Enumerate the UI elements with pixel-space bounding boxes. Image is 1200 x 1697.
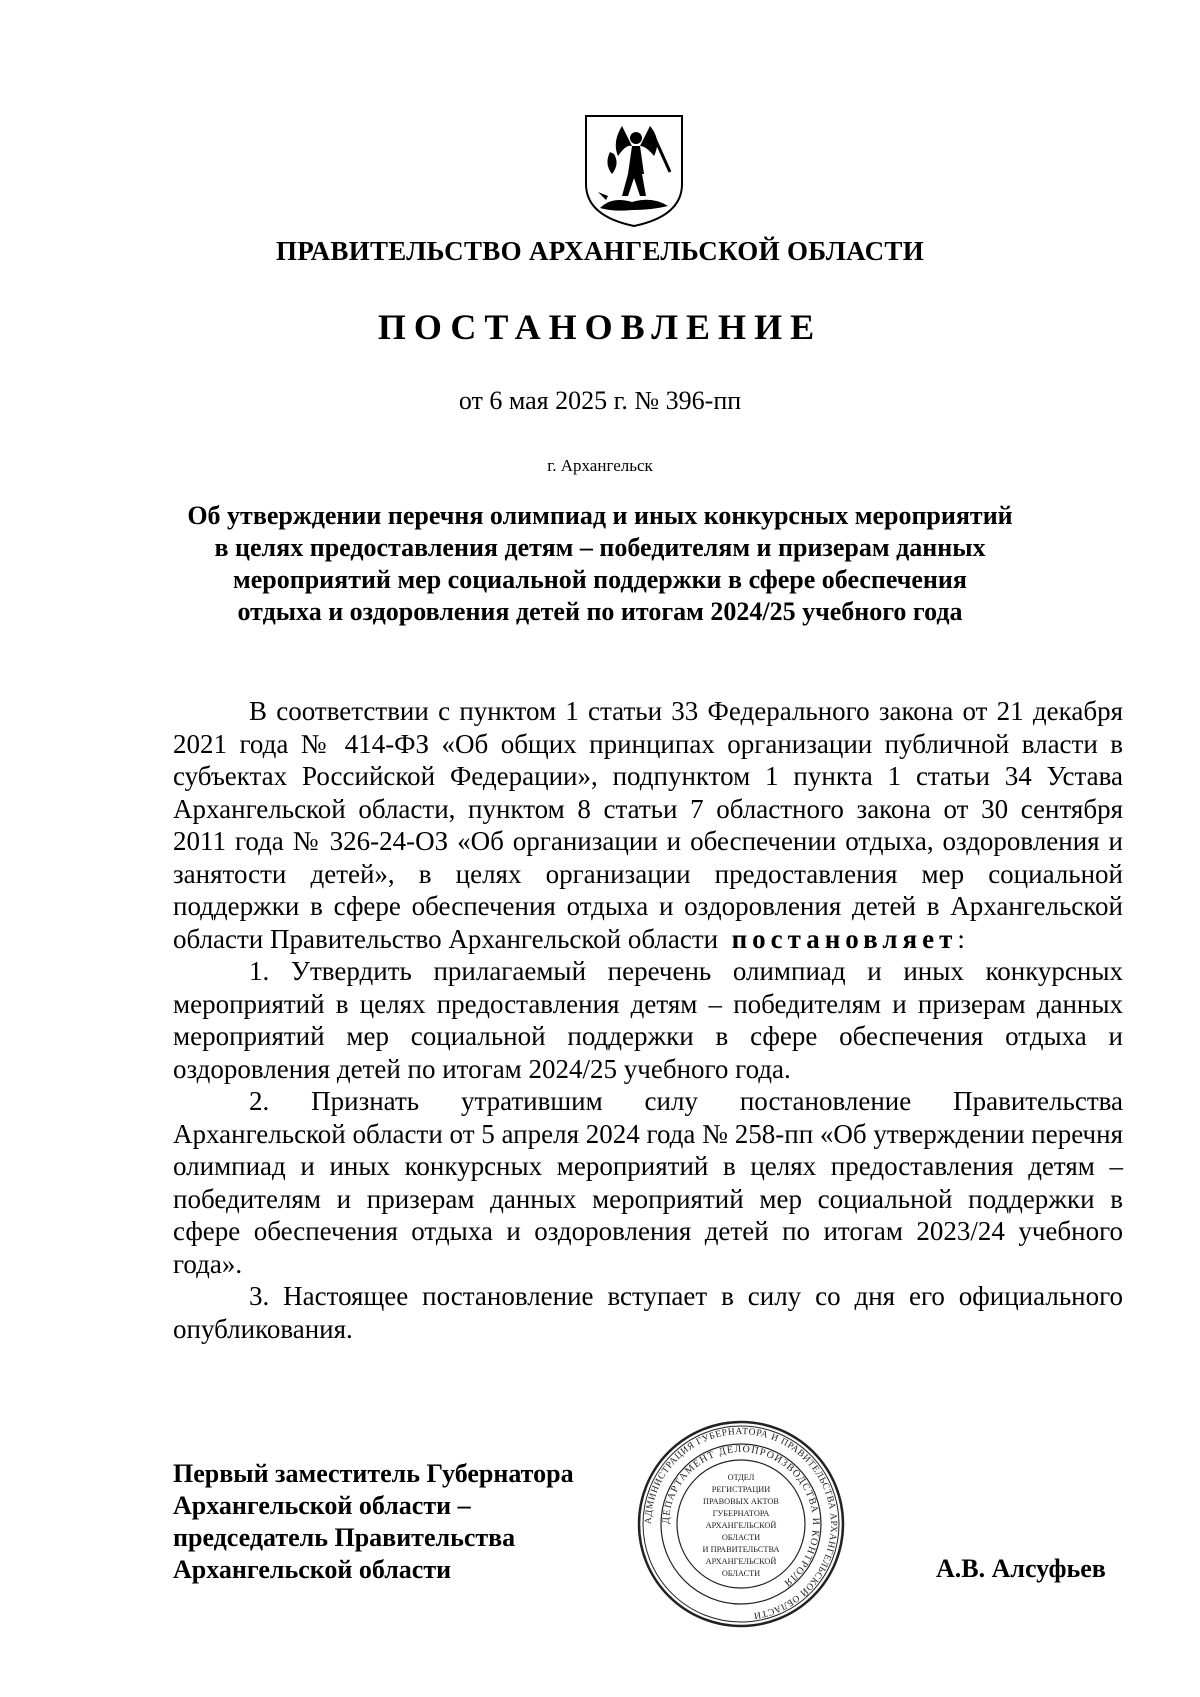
preamble-paragraph [173,695,1123,955]
seal-center-line: РЕГИСТРАЦИИ [711,1485,771,1494]
signer-position-line: Архангельской области [173,1555,452,1584]
coat-of-arms-emblem [582,112,686,228]
seal-center-line: ОБЛАСТИ [721,1569,761,1578]
document-type-title: ПОСТАНОВЛЕНИЕ [377,307,823,347]
preamble-text: В соответствии с пунктом 1 статьи 33 Федерального закона от 21 декабря 2021 года № 414-ФЗ «Об общих принципах организации публичной власти в субъектах Российской Федерации», подпунктом 1 пункта 1 статьи 34 Устава Архангельской области, пунктом 8 статьи 7 областного закона от 30 сентября 2011 года № 326-24-ОЗ «Об организации и обеспечении отдыха, оздоровления и занятости детей», в целях организации предоставления мер социальной поддержки в сфере обеспечения отдыха и оздоровления детей в Архангельской области Правительство Архангельской области [173,696,1123,954]
signer-position-line: Архангельской области – [173,1491,471,1520]
document-date-number: от 6 мая 2025 г. № 396-пп [458,386,742,415]
resolves-colon: : [957,923,965,954]
subject-line: мероприятий мер социальной поддержки в сфере обеспечения [233,565,967,594]
signer-name: А.В. Алсуфьев [936,1554,1106,1583]
document-subject [0,500,1200,628]
signer-position-line: Первый заместитель Губернатора [173,1459,574,1488]
seal-ring-text: ДЕПАРТАМЕНТ ДЕЛОПРОИЗВОДСТВА И КОНТРОЛЯ [660,1443,822,1589]
item-2-paragraph: 2. Признать утратившим силу постановление Правительства Архангельской области от 5 апреля 2024 года № 258-пп «Об утверждении перечня олимпиад и иных конкурсных мероприятий в целях предоставления детям – победителям и призерам данных мероприятий мер социальной поддержки в сфере обеспечения отдыха и оздоровления детей по итогам 2023/24 учебного года». [173,1086,1123,1279]
government-name: ПРАВИТЕЛЬСТВО АРХАНГЕЛЬСКОЙ ОБЛАСТИ [275,236,925,266]
seal-center-line: АРХАНГЕЛЬСКОЙ [705,1557,777,1566]
subject-line: Об утверждении перечня олимпиад и иных конкурсных мероприятий [187,501,1013,530]
subject-line: отдыха и оздоровления детей по итогам 2024/25 учебного года [237,597,963,626]
seal-center-line: И ПРАВИТЕЛЬСТВА [702,1545,780,1554]
official-seal [635,1418,847,1630]
seal-center-line: АРХАНГЕЛЬСКОЙ [705,1521,777,1530]
resolves-word: постановляет [731,923,958,954]
seal-center-line: ПРАВОВЫХ АКТОВ [703,1497,779,1506]
signer-position [173,1458,574,1586]
seal-outer-text: АДМИНИСТРАЦИЯ ГУБЕРНАТОРА И ПРАВИТЕЛЬСТВА АРХАНГЕЛЬСКОЙ ОБЛАСТИ [643,1426,839,1621]
item-1-paragraph: 1. Утвердить прилагаемый перечень олимпиад и иных конкурсных мероприятий в целях предоставления детям – победителям и призерам данных мероприятий мер социальной поддержки в сфере обеспечения отдыха и оздоровления детей по итогам 2024/25 учебного года. [173,956,1123,1084]
document-city: г. Архангельск [547,456,653,475]
item-3-paragraph: 3. Настоящее постановление вступает в силу со дня его официального опубликования. [173,1281,1123,1344]
document-body [173,695,1123,1345]
seal-center-line: ГУБЕРНАТОРА [712,1509,770,1518]
signer-position-line: председатель Правительства [173,1523,516,1552]
seal-center-line: ОБЛАСТИ [721,1533,761,1542]
seal-center-line: ОТДЕЛ [727,1473,755,1482]
subject-line: в целях предоставления детям – победителям и призерам данных [214,533,986,562]
